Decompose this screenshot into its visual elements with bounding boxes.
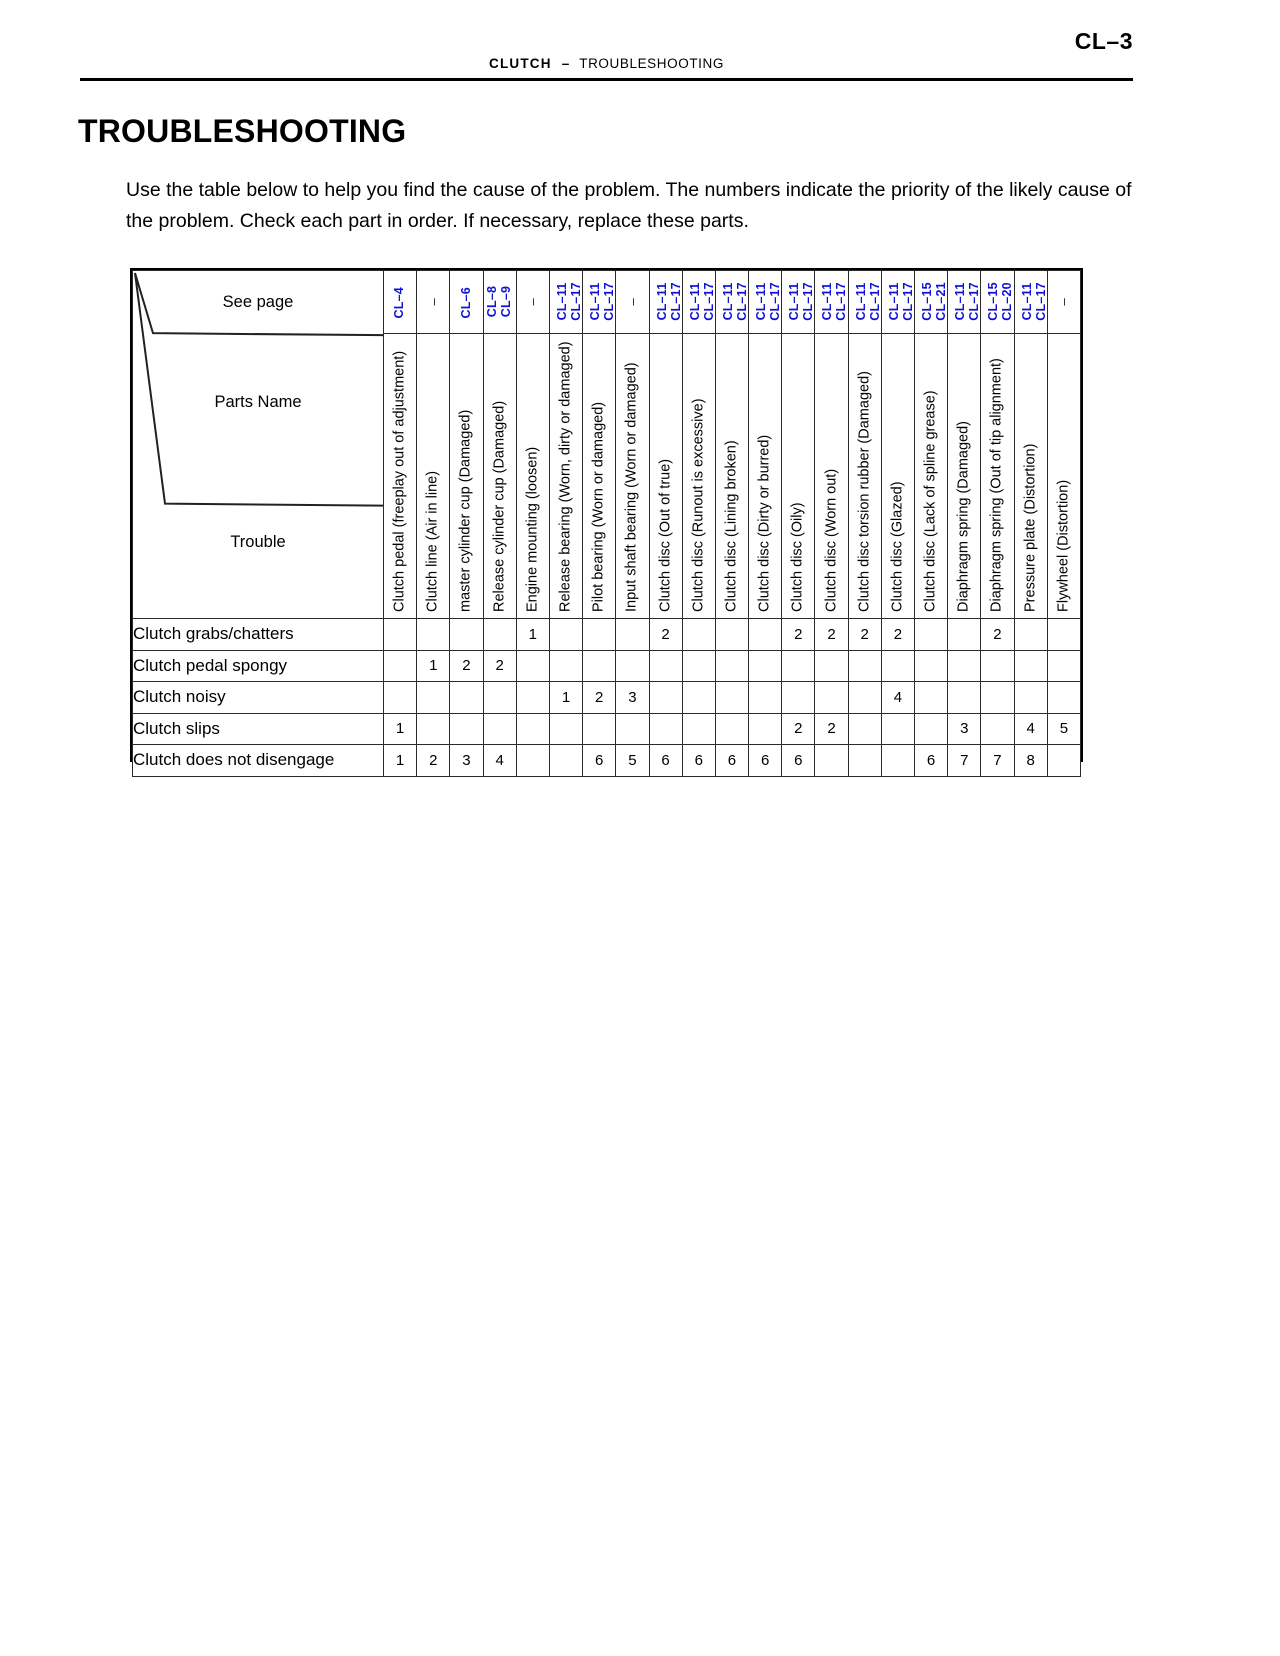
part-name-text: Clutch disc (Oily) — [789, 502, 806, 612]
priority-cell: 1 — [516, 619, 549, 651]
priority-cell — [981, 682, 1014, 714]
priority-cell: 8 — [1014, 745, 1047, 777]
priority-cell — [516, 745, 549, 777]
priority-cell: 6 — [649, 745, 682, 777]
priority-cell — [516, 682, 549, 714]
priority-cell — [682, 650, 715, 682]
column-page-ref — [848, 271, 881, 334]
priority-cell: 5 — [1047, 713, 1080, 745]
priority-cell: 6 — [682, 745, 715, 777]
column-part-name — [848, 334, 881, 619]
part-name-text: Clutch disc (Worn out) — [823, 468, 840, 612]
priority-cell: 2 — [649, 619, 682, 651]
trouble-name-cell: Clutch slips — [133, 713, 384, 745]
priority-cell — [516, 713, 549, 745]
page-ref-text: CL–11 CL–17 — [886, 281, 915, 321]
priority-cell — [915, 713, 948, 745]
page-ref-text: – — [1056, 298, 1072, 306]
priority-cell: 2 — [981, 619, 1014, 651]
priority-cell — [715, 650, 748, 682]
page-ref-text: CL–11 CL–17 — [687, 281, 715, 321]
page-ref-text: CL–11 CL–17 — [1019, 281, 1047, 321]
priority-cell: 2 — [583, 682, 616, 714]
column-part-name — [384, 334, 417, 619]
priority-cell — [649, 650, 682, 682]
priority-cell — [549, 745, 582, 777]
priority-cell — [450, 682, 483, 714]
page-ref-text: CL–6 — [458, 287, 473, 319]
page-ref-text: CL–11 CL–17 — [952, 281, 981, 321]
column-page-ref — [649, 271, 682, 334]
priority-cell — [1047, 745, 1080, 777]
column-page-ref — [981, 271, 1014, 334]
part-name-text: master cylinder cup (Damaged) — [457, 409, 474, 612]
troubleshooting-table — [132, 270, 1081, 777]
column-part-name — [682, 334, 715, 619]
priority-cell: 2 — [815, 713, 848, 745]
priority-cell — [749, 682, 782, 714]
column-page-ref — [881, 271, 914, 334]
priority-cell — [1047, 619, 1080, 651]
page-ref-text: CL–15 CL–20 — [986, 281, 1014, 321]
page-number: CL–3 — [1074, 28, 1133, 54]
page-ref-text: – — [624, 298, 640, 306]
priority-cell: 7 — [981, 745, 1014, 777]
part-name-text: Clutch line (Air in line) — [424, 470, 441, 612]
column-page-ref — [948, 271, 981, 334]
column-part-name — [616, 334, 649, 619]
priority-cell — [483, 682, 516, 714]
priority-cell — [1014, 682, 1047, 714]
page-ref-text: – — [525, 298, 541, 306]
column-part-name — [881, 334, 914, 619]
column-page-ref — [749, 271, 782, 334]
priority-cell — [616, 713, 649, 745]
column-part-name — [583, 334, 616, 619]
header-section-name: TROUBLESHOOTING — [579, 56, 724, 71]
priority-cell: 4 — [1014, 713, 1047, 745]
column-part-name — [417, 334, 450, 619]
column-part-name — [450, 334, 483, 619]
column-part-name — [549, 334, 582, 619]
page-ref-text: CL–11 CL–17 — [753, 281, 782, 321]
column-page-ref — [616, 271, 649, 334]
priority-cell — [417, 713, 450, 745]
priority-cell — [848, 713, 881, 745]
priority-cell: 2 — [815, 619, 848, 651]
priority-cell — [682, 619, 715, 651]
priority-cell — [1047, 682, 1080, 714]
priority-cell — [881, 650, 914, 682]
trouble-name-cell: Clutch grabs/chatters — [133, 619, 384, 651]
priority-cell — [483, 619, 516, 651]
column-part-name — [516, 334, 549, 619]
page-ref-text: CL–11 CL–17 — [787, 281, 815, 321]
parts-name-label: Parts Name — [214, 393, 302, 411]
priority-cell — [583, 713, 616, 745]
priority-cell — [981, 713, 1014, 745]
priority-cell — [715, 682, 748, 714]
priority-cell — [450, 619, 483, 651]
page-ref-text: CL–11 CL–17 — [720, 281, 749, 321]
priority-cell: 1 — [549, 682, 582, 714]
column-part-name — [915, 334, 948, 619]
priority-cell: 1 — [384, 713, 417, 745]
column-page-ref — [782, 271, 815, 334]
column-part-name — [981, 334, 1014, 619]
column-page-ref — [1014, 271, 1047, 334]
priority-cell: 2 — [450, 650, 483, 682]
table-row — [133, 682, 1081, 714]
priority-cell: 6 — [915, 745, 948, 777]
priority-cell — [616, 650, 649, 682]
column-part-name — [815, 334, 848, 619]
priority-cell — [1014, 650, 1047, 682]
priority-cell — [815, 745, 848, 777]
column-part-name — [1014, 334, 1047, 619]
column-page-ref — [450, 271, 483, 334]
column-page-ref — [682, 271, 715, 334]
page-ref-text: CL–8 CL–9 — [485, 285, 513, 317]
priority-cell — [749, 619, 782, 651]
priority-cell — [384, 682, 417, 714]
page-ref-text: CL–11 CL–17 — [554, 281, 583, 321]
priority-cell — [881, 745, 914, 777]
priority-cell — [649, 682, 682, 714]
intro-paragraph: Use the table below to help you find the cause of the problem. The numbers indicate the priority of the likely cause of the problem. Check each part in order. If necessary, replace these parts. — [126, 178, 1132, 232]
priority-cell — [981, 650, 1014, 682]
part-name-text: Pilot bearing (Worn or damaged) — [590, 401, 607, 612]
trouble-label: Trouble — [230, 533, 286, 551]
priority-cell: 4 — [881, 682, 914, 714]
priority-cell — [948, 619, 981, 651]
header-page-ref-row — [133, 271, 1081, 334]
see-page-label: See page — [222, 293, 294, 311]
priority-cell: 6 — [583, 745, 616, 777]
priority-cell — [583, 650, 616, 682]
priority-cell — [483, 713, 516, 745]
part-name-text: Clutch disc torsion rubber (Damaged) — [856, 371, 873, 612]
part-name-text: Clutch disc (Out of true) — [657, 458, 674, 612]
priority-cell — [649, 713, 682, 745]
priority-cell — [915, 682, 948, 714]
column-part-name — [749, 334, 782, 619]
page-title: TROUBLESHOOTING — [78, 113, 407, 150]
priority-cell: 2 — [782, 619, 815, 651]
priority-cell — [384, 619, 417, 651]
column-page-ref — [815, 271, 848, 334]
matrix-corner-header — [133, 271, 384, 619]
column-part-name — [782, 334, 815, 619]
page-ref-text: CL–15 CL–21 — [919, 281, 948, 321]
priority-cell — [782, 682, 815, 714]
priority-cell — [915, 650, 948, 682]
priority-cell: 6 — [782, 745, 815, 777]
table-row — [133, 713, 1081, 745]
part-name-text: Input shaft bearing (Worn or damaged) — [623, 362, 640, 612]
priority-cell — [549, 713, 582, 745]
column-page-ref — [915, 271, 948, 334]
page-ref-text: – — [425, 298, 441, 306]
priority-cell — [749, 650, 782, 682]
priority-cell: 2 — [417, 745, 450, 777]
column-part-name — [948, 334, 981, 619]
priority-cell — [848, 682, 881, 714]
table-row — [133, 650, 1081, 682]
trouble-name-cell: Clutch noisy — [133, 682, 384, 714]
page-ref-text: CL–11 CL–17 — [654, 281, 682, 321]
priority-cell: 3 — [450, 745, 483, 777]
priority-cell: 2 — [782, 713, 815, 745]
part-name-text: Clutch disc (Dirty or burred) — [756, 434, 773, 612]
column-page-ref — [583, 271, 616, 334]
priority-cell: 3 — [616, 682, 649, 714]
priority-cell — [782, 650, 815, 682]
column-page-ref — [1047, 271, 1080, 334]
priority-cell: 6 — [715, 745, 748, 777]
column-part-name — [715, 334, 748, 619]
priority-cell: 2 — [881, 619, 914, 651]
priority-cell — [815, 650, 848, 682]
header-separator: – — [561, 56, 570, 71]
part-name-text: Clutch disc (Lack of spline grease) — [922, 390, 939, 612]
priority-cell — [915, 619, 948, 651]
priority-cell — [616, 619, 649, 651]
priority-cell — [848, 650, 881, 682]
priority-cell: 6 — [749, 745, 782, 777]
page-ref-text: CL–11 CL–17 — [853, 281, 881, 321]
priority-cell — [549, 619, 582, 651]
part-name-text: Engine mounting (loosen) — [524, 446, 541, 612]
priority-cell — [948, 682, 981, 714]
priority-cell: 1 — [384, 745, 417, 777]
part-name-text: Clutch disc (Lining broken) — [723, 440, 740, 612]
part-name-text: Release cylinder cup (Damaged) — [491, 400, 508, 612]
priority-cell — [881, 713, 914, 745]
priority-cell: 1 — [417, 650, 450, 682]
priority-cell — [450, 713, 483, 745]
priority-cell — [682, 682, 715, 714]
priority-cell — [384, 650, 417, 682]
column-part-name — [649, 334, 682, 619]
column-part-name — [483, 334, 516, 619]
page-ref-text: CL–11 CL–17 — [820, 281, 848, 321]
part-name-text: Clutch disc (Glazed) — [889, 481, 906, 612]
troubleshooting-matrix — [130, 268, 1083, 770]
part-name-text: Diaphragm spring (Damaged) — [955, 421, 972, 612]
column-page-ref — [549, 271, 582, 334]
header-rule — [80, 78, 1133, 81]
priority-cell — [1047, 650, 1080, 682]
priority-cell — [715, 619, 748, 651]
priority-cell — [948, 650, 981, 682]
priority-cell — [749, 713, 782, 745]
trouble-name-cell: Clutch does not disengage — [133, 745, 384, 777]
part-name-text: Diaphragm spring (Out of tip alignment) — [988, 358, 1005, 612]
priority-cell — [417, 619, 450, 651]
column-page-ref — [516, 271, 549, 334]
table-row — [133, 745, 1081, 777]
column-page-ref — [483, 271, 516, 334]
priority-cell — [715, 713, 748, 745]
part-name-text: Release bearing (Worn, dirty or damaged) — [557, 341, 574, 612]
priority-cell: 5 — [616, 745, 649, 777]
priority-cell — [682, 713, 715, 745]
running-header — [80, 56, 1133, 71]
priority-cell: 2 — [483, 650, 516, 682]
column-page-ref — [715, 271, 748, 334]
column-page-ref — [417, 271, 450, 334]
header-system-name: CLUTCH — [489, 56, 552, 71]
column-part-name — [1047, 334, 1080, 619]
priority-cell: 2 — [848, 619, 881, 651]
part-name-text: Pressure plate (Distortion) — [1022, 443, 1039, 612]
priority-cell: 4 — [483, 745, 516, 777]
part-name-text: Clutch pedal (freeplay out of adjustment) — [391, 350, 408, 612]
priority-cell — [815, 682, 848, 714]
priority-cell — [417, 682, 450, 714]
priority-cell: 7 — [948, 745, 981, 777]
priority-cell — [1014, 619, 1047, 651]
table-row — [133, 619, 1081, 651]
part-name-text: Flywheel (Distortion) — [1055, 479, 1072, 612]
priority-cell: 3 — [948, 713, 981, 745]
priority-cell — [848, 745, 881, 777]
page-ref-text: CL–11 CL–17 — [587, 281, 616, 321]
part-name-text: Clutch disc (Runout is excessive) — [690, 398, 707, 612]
column-page-ref — [384, 271, 417, 334]
priority-cell — [549, 650, 582, 682]
page-ref-text: CL–4 — [392, 287, 407, 319]
trouble-name-cell: Clutch pedal spongy — [133, 650, 384, 682]
priority-cell — [583, 619, 616, 651]
priority-cell — [516, 650, 549, 682]
